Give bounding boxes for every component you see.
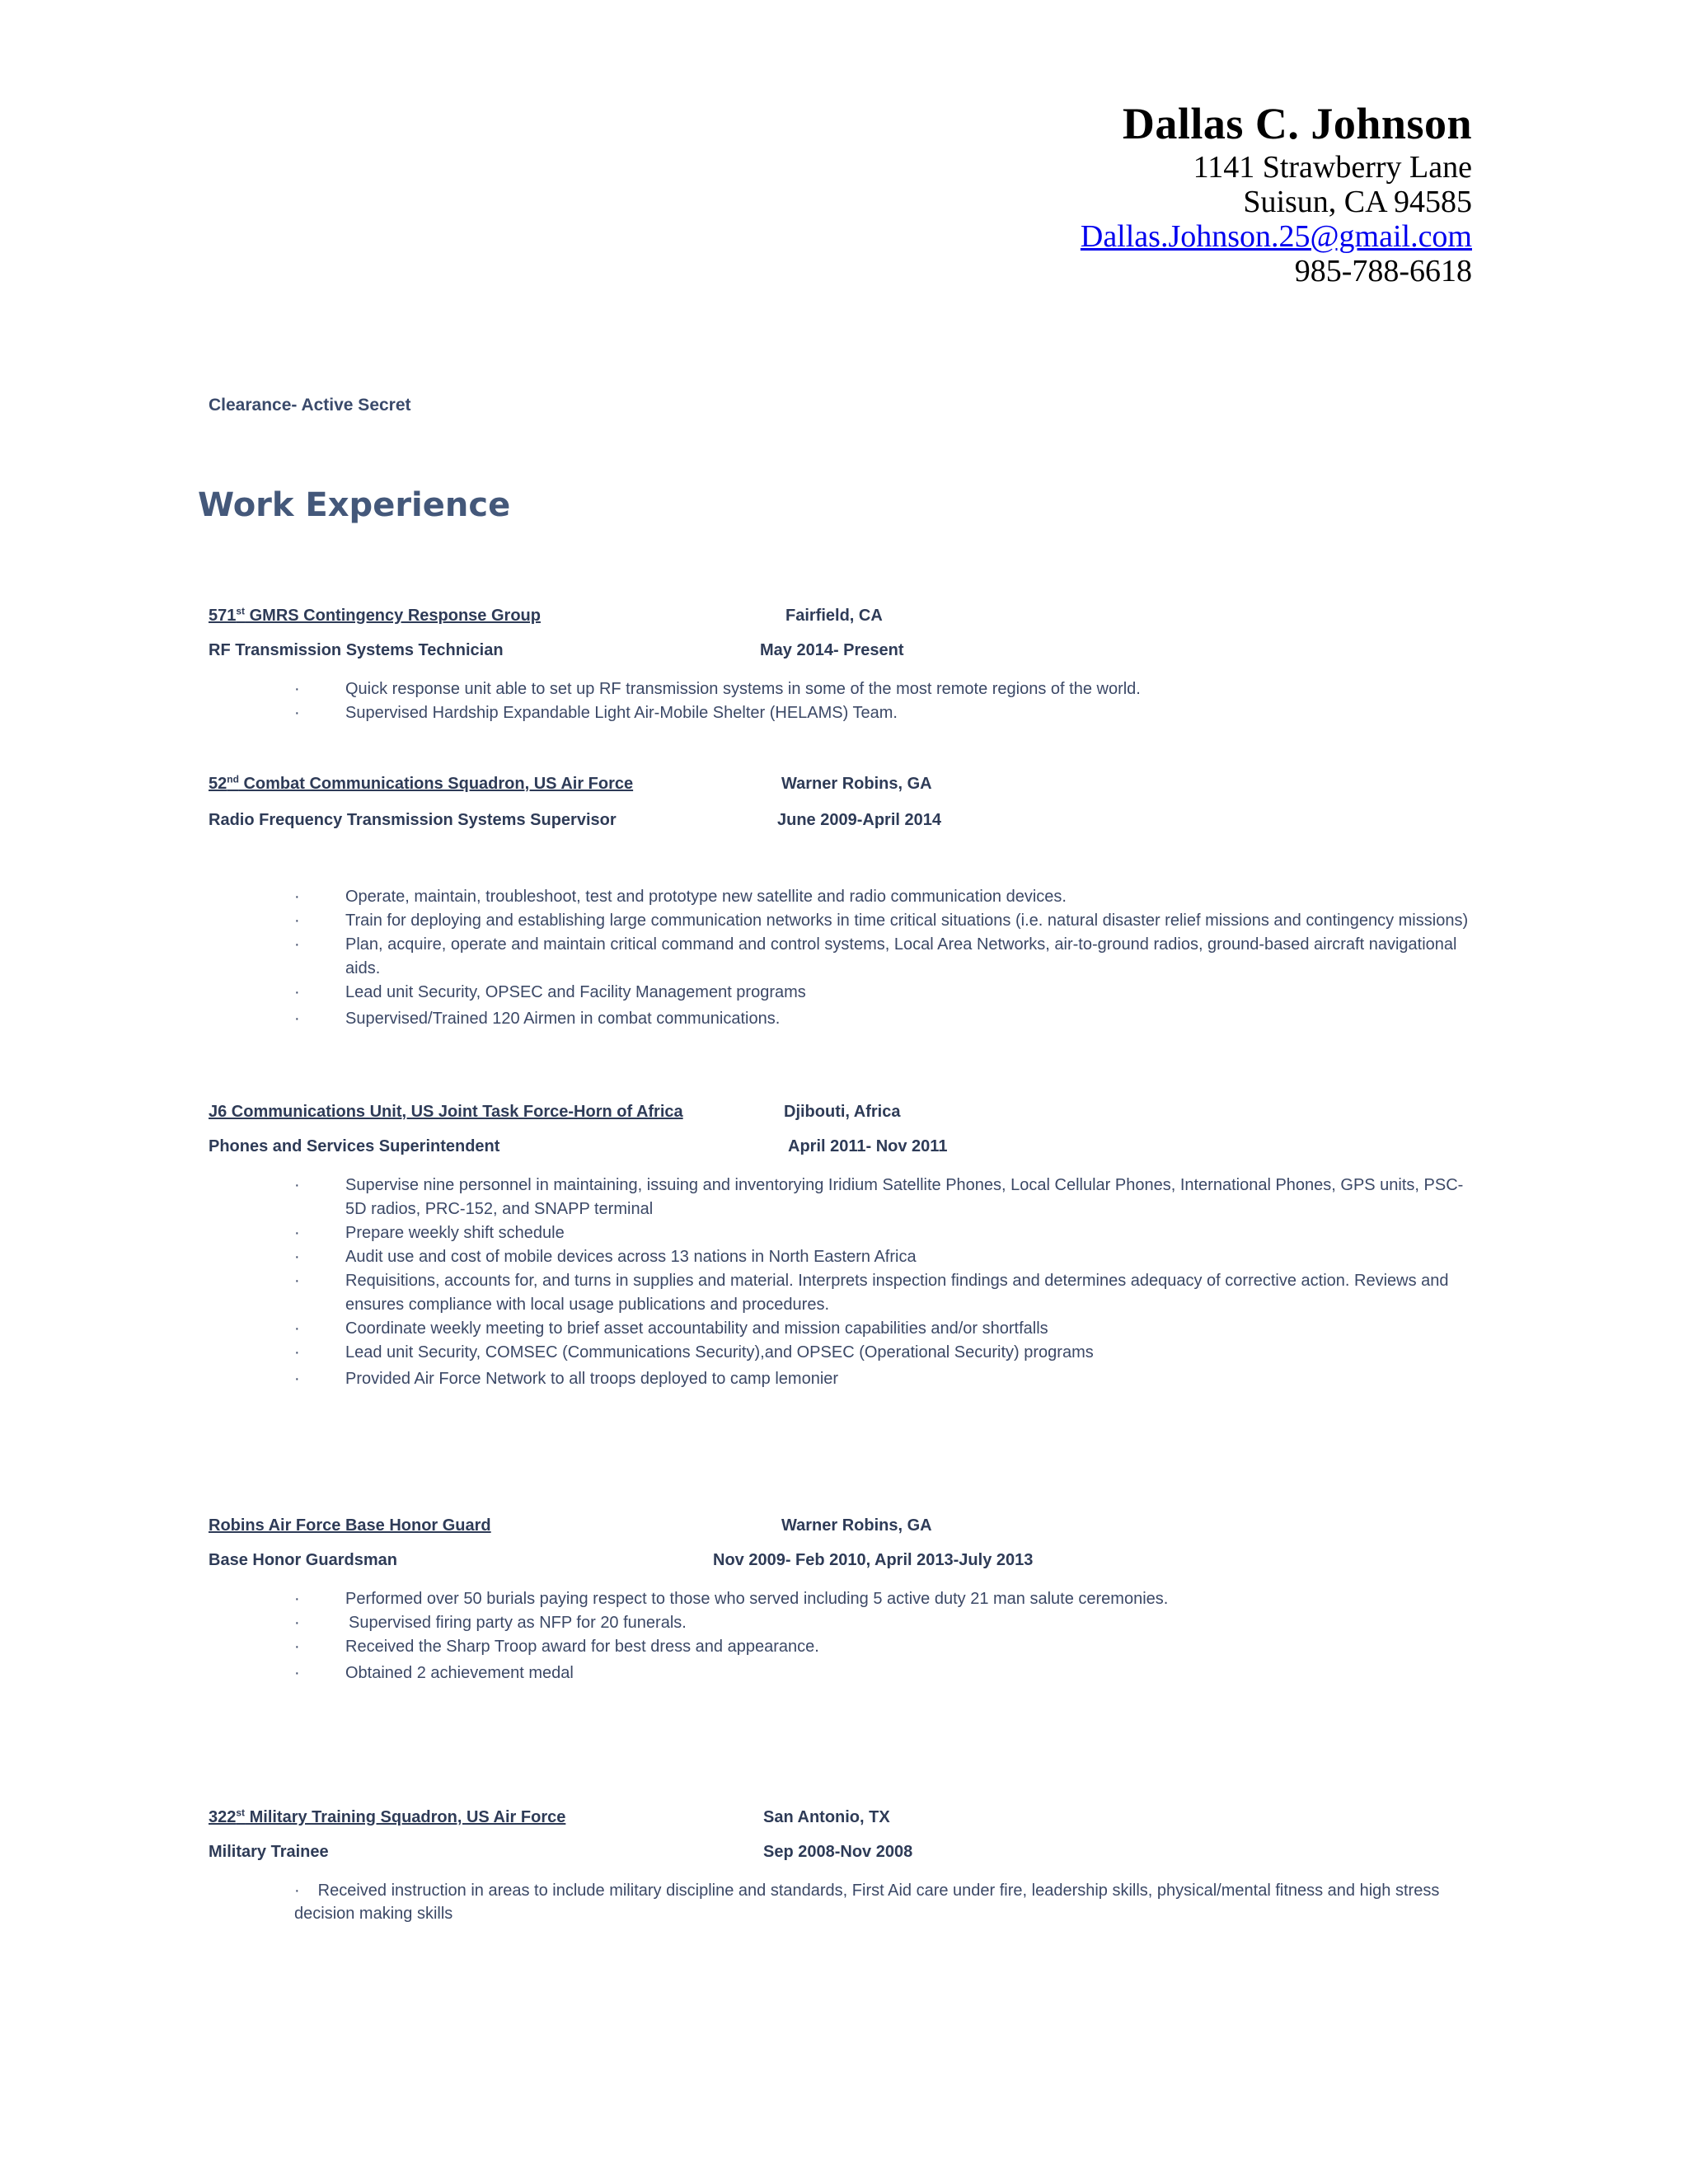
job-bullets (294, 1174, 1478, 1391)
applicant-name: Dallas C. Johnson (1122, 99, 1472, 148)
job-title: Military Trainee (209, 1843, 329, 1861)
job-dates: Sep 2008-Nov 2008 (763, 1843, 913, 1861)
contact-header (1081, 97, 1472, 288)
list-item: · Received the Sharp Troop award for best dress and appearance. (294, 1638, 819, 1656)
list-item: · Audit use and cost of mobile devices across 13 nations in North Eastern Africa (294, 1248, 917, 1266)
job-entry (209, 775, 1478, 1031)
job-dates: June 2009-April 2014 (777, 811, 941, 829)
job-title: Radio Frequency Transmission Systems Supervisor (209, 811, 617, 829)
list-item: · Supervised/Trained 120 Airmen in combat communications. (294, 1010, 781, 1028)
job-entry (209, 1103, 1478, 1391)
list-item: · Lead unit Security, OPSEC and Facility Management programs (294, 983, 806, 1001)
list-item: · Requisitions, accounts for, and turns in supplies and material. Interprets inspection findings and determines adequacy of corrective action. Reviews and ensures compliance with local usage publications and procedures. (294, 1272, 1449, 1314)
list-item: · Supervise nine personnel in maintaining, issuing and inventorying Iridium Satellite Phones, Local Cellular Phones, International Phones, GPS units, PSC-5D radios, PRC-152, and SNAPP terminal (294, 1176, 1464, 1218)
job-title: Phones and Services Superintendent (209, 1137, 500, 1155)
job-organization: Robins Air Force Base Honor Guard (209, 1516, 491, 1535)
job-title-row (209, 641, 1478, 666)
list-item: · Provided Air Force Network to all troops deployed to camp lemonier (294, 1370, 839, 1388)
list-item: · Quick response unit able to set up RF transmission systems in some of the most remote regions of the world. (294, 680, 1141, 698)
job-organization: 52nd Combat Communications Squadron, US Air Force (209, 773, 634, 793)
job-title-row (209, 811, 1478, 836)
job-entry (209, 607, 1478, 725)
job-org-row (209, 775, 1478, 799)
job-bullets (294, 677, 1478, 725)
job-organization: 571st GMRS Contingency Response Group (209, 605, 541, 625)
list-item: · Obtained 2 achievement medal (294, 1664, 574, 1682)
list-item: · Train for deploying and establishing large communication networks in time critical situations (i.e. natural disaster relief missions and contingency missions) (294, 912, 1469, 930)
job-title: Base Honor Guardsman (209, 1551, 397, 1569)
job-org-row (209, 1103, 1478, 1127)
list-item: · Supervised firing party as NFP for 20 funerals. (294, 1614, 687, 1632)
job-org-row (209, 1516, 1478, 1541)
job-title-row (209, 1551, 1478, 1576)
list-item: · Lead unit Security, COMSEC (Communications Security),and OPSEC (Operational Security) programs (294, 1343, 1094, 1361)
list-item: · Coordinate weekly meeting to brief asset accountability and mission capabilities and/or shortfalls (294, 1319, 1048, 1338)
job-location: Fairfield, CA (785, 607, 883, 625)
section-title: Work Experience (198, 486, 511, 524)
list-item: · Supervised Hardship Expandable Light Air-Mobile Shelter (HELAMS) Team. (294, 704, 898, 722)
list-item: · Received instruction in areas to include military discipline and standards, First Aid care under fire, leadership skills, physical/mental fitness and high stress decision making skills (294, 1882, 1440, 1923)
job-org-row (209, 1808, 1478, 1833)
job-title-row (209, 1843, 1478, 1868)
job-location: Djibouti, Africa (784, 1103, 901, 1121)
job-entry (209, 1808, 1478, 1925)
list-item: · Prepare weekly shift schedule (294, 1224, 565, 1242)
job-dates: May 2014- Present (760, 641, 904, 659)
job-bullets (294, 885, 1478, 1031)
phone-number: 985-788-6618 (1294, 254, 1472, 288)
job-location: Warner Robins, GA (781, 775, 932, 793)
list-item: · Operate, maintain, troubleshoot, test and prototype new satellite and radio communication devices. (294, 888, 1067, 906)
job-org-row (209, 607, 1478, 631)
job-location: Warner Robins, GA (781, 1516, 932, 1535)
job-organization: 322st Military Training Squadron, US Air Force (209, 1807, 566, 1826)
job-bullets (294, 1587, 1478, 1685)
email-link[interactable]: Dallas.Johnson.25@gmail.com (1080, 219, 1472, 254)
job-dates: April 2011- Nov 2011 (788, 1137, 948, 1155)
job-title-row (209, 1137, 1478, 1162)
clearance-line: Clearance- Active Secret (209, 396, 411, 415)
address-city: Suisun, CA 94585 (1243, 185, 1472, 219)
job-entry (209, 1516, 1478, 1685)
job-title: RF Transmission Systems Technician (209, 641, 504, 659)
job-location: San Antonio, TX (763, 1808, 890, 1826)
job-organization: J6 Communications Unit, US Joint Task Force-Horn of Africa (209, 1103, 683, 1121)
address-street: 1141 Strawberry Lane (1193, 150, 1472, 185)
list-item: · Performed over 50 burials paying respect to those who served including 5 active duty 21 man salute ceremonies. (294, 1590, 1169, 1608)
list-item: · Plan, acquire, operate and maintain critical command and control systems, Local Area Networks, air-to-ground radios, ground-based aircraft navigational aids. (294, 935, 1457, 977)
job-dates: Nov 2009- Feb 2010, April 2013-July 2013 (713, 1551, 1034, 1569)
